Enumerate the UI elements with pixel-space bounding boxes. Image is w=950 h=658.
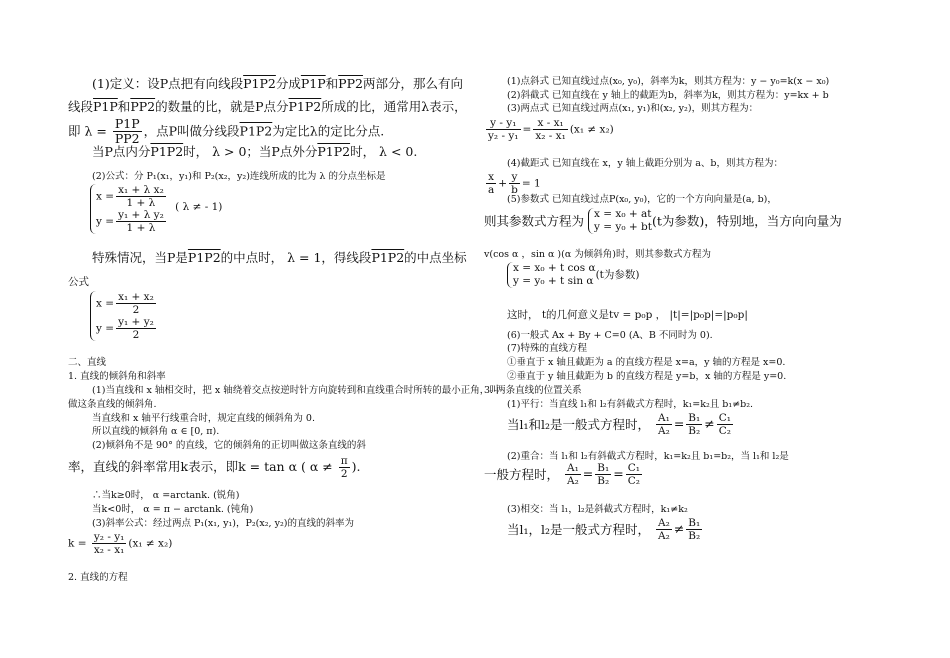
numerator: x₁ + x₂ <box>118 291 154 303</box>
fraction <box>686 517 702 542</box>
text: 当P点内分 <box>92 144 151 159</box>
fraction <box>116 291 156 316</box>
intercept-form: (4)截距式 已知直线在 x，y 轴上截距分别为 a、b，则其方程为： <box>507 158 784 169</box>
intersect-general <box>507 517 704 542</box>
denominator: a <box>488 184 495 197</box>
denominator: y₂ - y₁ <box>488 130 519 143</box>
formula-intro: (2)公式：分 P₁(x₁，y₁)和 P₂(x₂，y₂)连线所成的比为 λ 的分点坐标是 <box>92 171 386 182</box>
incl-text-d: 所以直线的倾斜角 α ∈ [0, π). <box>92 426 220 437</box>
numerator: y₁ + λ y₂ <box>118 209 164 222</box>
param-x: x = x₀ + t cos α <box>513 262 596 274</box>
text: y = <box>96 215 115 228</box>
parametric-form: (5)参数式 已知直线过点P(x₀, y₀)，它的一个方向向量是(a, b)， <box>507 194 777 205</box>
incl-text-e: (2)倾斜角不是 90° 的直线，它的倾斜角的正切叫做这条直线的斜 <box>92 440 366 451</box>
param-y: y = y₀ + t sin α <box>513 275 594 288</box>
segment-label: P1P2 <box>239 123 273 139</box>
fraction <box>656 517 672 542</box>
segment-label: PP2 <box>130 99 156 114</box>
denominator: x₂ - x₁ <box>93 544 125 557</box>
numerator: B₁ <box>688 517 701 529</box>
segment-label: P1P <box>300 76 326 91</box>
division-point-formula <box>90 184 222 234</box>
text: y = <box>96 322 115 335</box>
numerator: C₁ <box>627 462 640 474</box>
numerator: y <box>509 171 520 184</box>
text: 时， λ > 0；当P点外分 <box>183 144 318 159</box>
general-form: (6)一般式 Ax + By + C=0 (A、B 不同时为 0). <box>507 330 713 341</box>
text: 特殊情况，当P是 <box>92 250 188 265</box>
text: 当l₁和l₂是一般式方程时， <box>507 417 651 433</box>
brace <box>90 291 158 341</box>
denominator: A₂ <box>658 425 670 438</box>
segment-label: P1P2 <box>243 76 276 91</box>
text: 和 <box>325 76 339 91</box>
text: 时， λ < 0. <box>350 144 418 159</box>
horizontal-line-rule: ②垂直于 y 轴且截距为 b 的直线方程是 y=b，x 轴的方程是 y=0. <box>507 371 787 382</box>
point-slope-form: (1)点斜式 已知直线过点(x₀, y₀)，斜率为k，则其方程为：y − y₀=k(x − x₀) <box>507 76 830 87</box>
fraction <box>626 462 642 487</box>
text: 线段 <box>68 99 94 114</box>
segment-label: PP2 <box>338 76 363 91</box>
brace <box>588 208 652 234</box>
text: 的中点时， λ = 1，得线段 <box>220 250 372 265</box>
segment-label: P1P2 <box>288 99 322 114</box>
fraction <box>533 117 568 142</box>
slope-formula <box>68 531 172 556</box>
text: 分成 <box>275 76 301 91</box>
denominator: B₂ <box>597 475 610 488</box>
definition-line-3 <box>68 117 384 147</box>
slope-case-positive: ∴当k≥0时， α =arctank. (锐角) <box>92 490 240 501</box>
fraction <box>486 171 496 196</box>
brace <box>507 262 596 288</box>
denominator: 2 <box>132 304 140 317</box>
subsection-heading: 3. 两条直线的位置关系 <box>484 385 582 396</box>
text: k = <box>68 537 87 550</box>
numerator: B₁ <box>688 412 701 424</box>
pi-over-two <box>339 455 350 480</box>
text: 即 λ = <box>68 123 107 139</box>
denominator: b <box>511 184 518 197</box>
segment-label: P1P <box>93 99 118 114</box>
definition-line-4 <box>92 144 417 159</box>
slope-case-negative: 当k<0时， α = π − arctank. (钝角) <box>92 504 254 515</box>
midpoint-formula <box>90 291 158 341</box>
numerator: y - y₁ <box>486 117 521 130</box>
text: 为定比λ的定比分点. <box>272 123 385 139</box>
text: (t为参数) <box>595 268 640 281</box>
incl-text-c: 当直线和 x 轴平行线重合时，规定直线的倾斜角为 0. <box>92 413 315 424</box>
numerator: C₁ <box>718 412 731 424</box>
ratio-fraction <box>113 117 142 147</box>
text: ). <box>351 459 361 475</box>
denominator: A₂ <box>567 475 579 488</box>
equals: = <box>673 416 685 432</box>
formula-label: 公式 <box>68 276 89 288</box>
fraction <box>92 531 127 556</box>
intersect-rule: (3)相交：当 l₁，l₂是斜截式方程时，k₁≠k₂ <box>507 504 688 515</box>
brace <box>90 184 168 234</box>
numerator: A₂ <box>658 517 670 529</box>
numerator: π <box>340 455 348 467</box>
numerator: x - x₁ <box>533 117 568 130</box>
segment-label: P1P2 <box>150 144 184 159</box>
fraction <box>486 117 521 142</box>
definition-line-1 <box>92 76 463 91</box>
fraction <box>565 462 581 487</box>
incl-text-a: (1)当直线和 x 轴相交时，把 x 轴绕着交点按逆时针方向旋转到和直线重合时所转的最小正角，叫 <box>92 385 499 396</box>
numerator: y₂ - y₁ <box>93 531 125 543</box>
trig-parametric-equation <box>507 262 640 288</box>
denominator: C₂ <box>718 425 731 438</box>
denominator: C₂ <box>627 475 640 488</box>
parallel-general <box>507 412 735 437</box>
denominator: 2 <box>340 468 348 481</box>
text: 当l₁，l₂是一般式方程时， <box>507 522 651 538</box>
segment-label: P1P2 <box>317 144 351 159</box>
segment-label: P1P2 <box>187 250 221 265</box>
not-equals: ≠ <box>673 521 685 537</box>
numerator: B₁ <box>597 462 610 474</box>
denominator: x₂ - x₁ <box>535 130 566 143</box>
segment-label: P1P2 <box>371 250 405 265</box>
text: (1)定义：设P点把有向线段 <box>92 76 244 91</box>
fraction <box>509 171 520 196</box>
text: x = <box>96 190 115 203</box>
subsection-heading: 2. 直线的方程 <box>68 572 128 583</box>
denominator: 1 + λ <box>126 197 156 210</box>
condition: (x₁ ≠ x₂) <box>128 537 173 550</box>
denominator: A₂ <box>658 530 670 543</box>
text: x = <box>96 297 115 310</box>
numerator: A₁ <box>567 462 579 474</box>
subsection-heading: 1. 直线的倾斜角和斜率 <box>68 371 166 382</box>
denominator: PP2 <box>114 131 140 147</box>
numerator: x₁ + λ x₂ <box>118 184 164 196</box>
two-point-form: (3)两点式 已知直线过两点(x₁, y₁)和(x₂, y₂)，则其方程为： <box>507 103 759 114</box>
fraction <box>717 412 733 437</box>
not-equals: ≠ <box>704 416 715 432</box>
text: 率，直线的斜率常用k表示，即k = tan α ( α ≠ <box>68 459 333 475</box>
vertical-line-rule: ①垂直于 x 轴且截距为 a 的直线方程是 x=a，y 轴的方程是 x=0. <box>507 357 786 368</box>
numerator: x <box>486 171 496 184</box>
slope-intercept-form: (2)斜截式 已知直线在 y 轴上的截距为b，斜率为k，则其方程为：y=kx + b <box>507 90 829 101</box>
special-lines-heading: (7)特殊的直线方程 <box>507 343 587 354</box>
slope-formula-intro: (3)斜率公式：经过两点 P₁(x₁, y₁)，P₂(x₂, y₂)的直线的斜率为 <box>92 518 354 529</box>
text: (t为参数)，特别地，当方向向量为 <box>651 213 842 229</box>
fraction <box>686 412 702 437</box>
special-case-line <box>92 250 467 265</box>
coincide-rule: (2)重合：当 l₁和 l₂有斜截式方程时，k₁=k₂且 b₁=b₂，当 l₁和 l₂是 <box>507 451 789 462</box>
condition: ( λ ≠ - 1) <box>175 201 223 214</box>
denominator: 2 <box>132 329 140 342</box>
condition: (x₁ ≠ x₂) <box>569 123 614 136</box>
text: = 1 <box>521 177 541 190</box>
intercept-formula: $\frac{x}{a}$ + $\frac{y}{b}$ = 1 <box>488 171 541 197</box>
fraction <box>116 209 166 234</box>
numerator: P1P <box>114 116 140 131</box>
denominator: B₂ <box>688 530 701 543</box>
definition-line-2 <box>68 99 467 114</box>
text: 则其参数式方程为 <box>484 213 585 229</box>
slope-definition <box>68 455 360 480</box>
incl-text-b: 做这条直线的倾斜角. <box>68 399 157 410</box>
fraction <box>116 184 166 209</box>
text: 的中点坐标 <box>404 250 467 265</box>
param-y: y = y₀ + bt <box>594 221 652 234</box>
text: 和 <box>117 99 131 114</box>
text: 的数量的比，就是P点分 <box>155 99 289 114</box>
numerator: A₁ <box>658 412 670 424</box>
equals: = <box>522 123 532 136</box>
numerator: y₁ + y₂ <box>118 316 154 329</box>
two-point-formula <box>484 117 614 142</box>
denominator: B₂ <box>688 425 701 438</box>
fraction <box>595 462 611 487</box>
text: 所成的比，通常用λ表示， <box>321 99 467 114</box>
fraction <box>116 316 156 341</box>
geometric-meaning: 这时， t的几何意义是tv = p₀p ， |t|=|p₀p|=|p₀p| <box>507 309 748 321</box>
direction-vector-text: v(cos α ，sin α )(α 为倾斜角)时，则其参数式方程为 <box>484 249 711 260</box>
fraction <box>656 412 672 437</box>
parametric-equation <box>484 208 842 234</box>
parallel-rule: (1)平行：当直线 l₁和 l₂有斜截式方程时，k₁=k₂且 b₁≠b₂. <box>507 399 754 410</box>
denominator: 1 + λ <box>126 222 156 235</box>
text: ，点P叫做分线段 <box>143 123 240 139</box>
equals: = <box>613 466 624 482</box>
param-x: x = x₀ + at <box>594 208 652 220</box>
section-heading-line: 二、直线 <box>68 357 107 368</box>
text: 两部分，那么有向 <box>362 76 463 91</box>
text: 一般方程时， <box>484 467 560 483</box>
equals: = <box>582 466 594 482</box>
coincide-general <box>484 462 644 487</box>
